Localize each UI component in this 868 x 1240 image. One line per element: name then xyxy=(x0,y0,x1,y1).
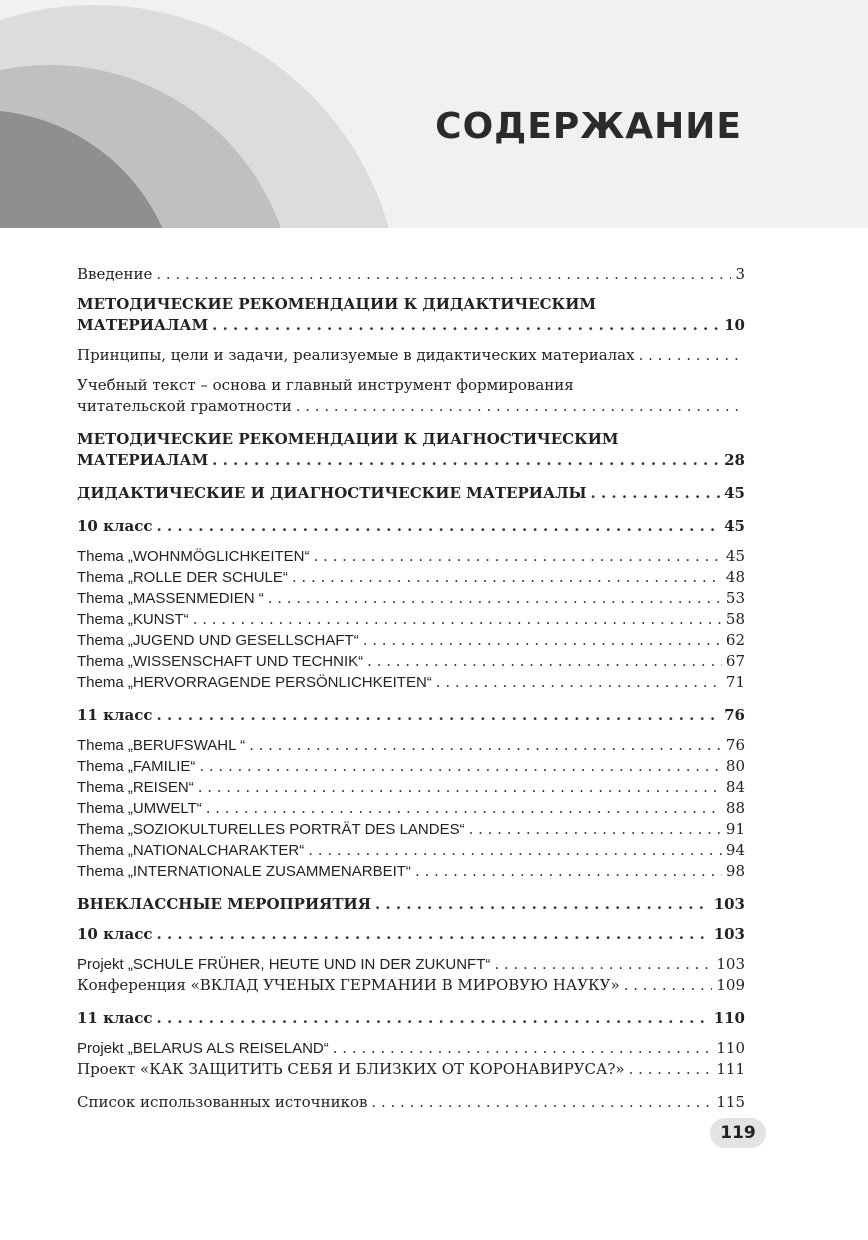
toc-ex-grade10[interactable]: 10 класс . . . 103 xyxy=(77,924,745,945)
toc-item[interactable]: Thema „FAMILIE“ . . . 80 xyxy=(77,756,745,777)
toc-materials[interactable]: ДИДАКТИЧЕСКИЕ И ДИАГНОСТИЧЕСКИЕ МАТЕРИАЛЫ . . . 45 xyxy=(77,483,745,504)
toc-item[interactable]: Thema „WOHNMÖGLICHKEITEN“ . . . 45 xyxy=(77,546,745,567)
toc-text-tool-line1: Учебный текст – основа и главный инструмент формирования xyxy=(77,376,574,394)
header-banner xyxy=(0,0,868,228)
toc-item[interactable]: Thema „SOZIOKULTURELLES PORTRÄT DES LANDES“ . . . 91 xyxy=(77,819,745,840)
toc-item[interactable]: Thema „UMWELT“ . . . 88 xyxy=(77,798,745,819)
toc-item[interactable]: Projekt „SCHULE FRÜHER, HEUTE UND IN DER ZUKUNFT“ . . . 103 xyxy=(77,954,745,975)
toc-item[interactable]: Projekt „BELARUS ALS REISELAND“ . . . 110 xyxy=(77,1038,745,1059)
toc-sources[interactable]: Список использованных источников . . . 115 xyxy=(77,1092,745,1113)
toc-principles[interactable]: Принципы, цели и задачи, реализуемые в дидактических материалах . . . xyxy=(77,345,745,366)
toc-item[interactable]: Thema „MASSENMEDIEN “ . . . 53 xyxy=(77,588,745,609)
toc-item[interactable]: Thema „KUNST“ . . . 58 xyxy=(77,609,745,630)
toc-item[interactable]: Thema „WISSENSCHAFT UND TECHNIK“ . . . 67 xyxy=(77,651,745,672)
toc-item[interactable]: Thema „HERVORRAGENDE PERSÖNLICHKEITEN“ . . . 71 xyxy=(77,672,745,693)
toc-extracurricular[interactable]: ВНЕКЛАССНЫЕ МЕРОПРИЯТИЯ . . . 103 xyxy=(77,894,745,915)
toc-methodical-diagnostic[interactable]: МАТЕРИАЛАМ . . . 28 xyxy=(77,450,745,471)
toc-item[interactable]: Thema „NATIONALCHARAKTER“ . . . 94 xyxy=(77,840,745,861)
toc-methodical-didactic-line1: МЕТОДИЧЕСКИЕ РЕКОМЕНДАЦИИ К ДИДАКТИЧЕСКИМ xyxy=(77,295,596,313)
toc-methodical-didactic[interactable]: МАТЕРИАЛАМ . . . 10 xyxy=(77,315,745,336)
toc-item[interactable]: Thema „ROLLE DER SCHULE“ . . . 48 xyxy=(77,567,745,588)
toc-grade11[interactable]: 11 класс . . . 76 xyxy=(77,705,745,726)
toc-text-tool[interactable]: читательской грамотности . . . xyxy=(77,396,745,417)
toc-grade10[interactable]: 10 класс . . . 45 xyxy=(77,516,745,537)
page-number: 119 xyxy=(710,1118,766,1148)
toc-ex-grade11[interactable]: 11 класс . . . 110 xyxy=(77,1008,745,1029)
toc-item[interactable]: Thema „BERUFSWAHL “ . . . 76 xyxy=(77,735,745,756)
toc-item[interactable]: Thema „JUGEND UND GESELLSCHAFT“ . . . 62 xyxy=(77,630,745,651)
toc-intro[interactable]: Введение . . . 3 xyxy=(77,264,745,285)
page-title: СОДЕРЖАНИЕ xyxy=(435,106,742,147)
toc-methodical-diagnostic-line1: МЕТОДИЧЕСКИЕ РЕКОМЕНДАЦИИ К ДИАГНОСТИЧЕСКИМ xyxy=(77,430,619,448)
toc-item[interactable]: Проект «КАК ЗАЩИТИТЬ СЕБЯ И БЛИЗКИХ ОТ КОРОНАВИРУСА?» . . . 111 xyxy=(77,1059,745,1080)
toc-item[interactable]: Конференция «ВКЛАД УЧЕНЫХ ГЕРМАНИИ В МИРОВУЮ НАУКУ» . . . 109 xyxy=(77,975,745,996)
toc-item[interactable]: Thema „INTERNATIONALE ZUSAMMENARBEIT“ . . . 98 xyxy=(77,861,745,882)
toc-item[interactable]: Thema „REISEN“ . . . 84 xyxy=(77,777,745,798)
table-of-contents xyxy=(77,264,745,1113)
